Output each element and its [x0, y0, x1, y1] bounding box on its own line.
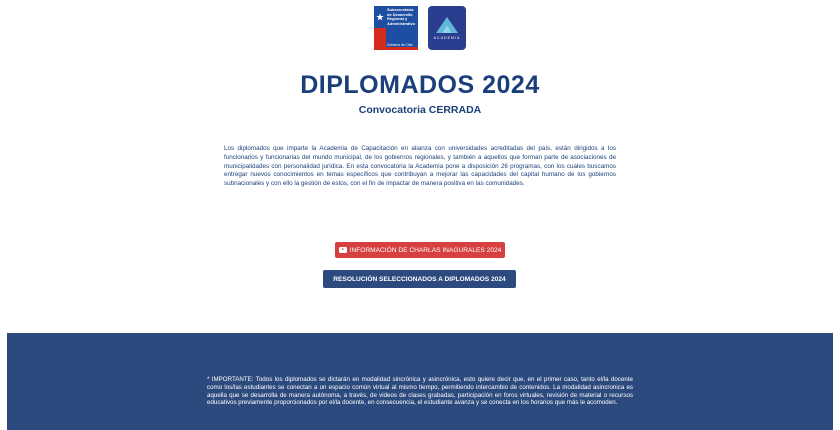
subdere-logo-text — [386, 6, 418, 50]
youtube-icon — [339, 247, 347, 253]
footer-section — [7, 333, 833, 430]
important-note: * IMPORTANTE: Todos los diplomados se dictarán en modalidad sincrónica y asincrónica, esto quiere decir que, en el primer caso, tanto el/la docente como los/las estudiantes se conectan a un espacio común virtual al mismo tiempo, permitiendo intercambio de contenidos. La modalidad asincronica es aquella que se desarrolla de manera autónoma, a través, de videos de clases grabadas, participación en foros virtuales, revisión de material o recursos educativos previamente proporcionados por el/la docente, en consecuencia, el estudiante avanza y se conecta en los horarios que más le acomoden. — [207, 376, 633, 407]
intro-paragraph: Los diplomados que imparte la Academia de Capacitación en alianza con universidades acreditadas del país, están dirigidos a los funcionarios y funcionarias del mundo municipal, de los gobiernos regionales, y también a aquellos que forman parte de asociaciones de municipalidades con personalidad jurídica. En esta convocatoria la Academia pone a disposición 26 programas, con los cuales buscamos entregar nuevos conocimientos en temas específicos que contribuyan a mejorar las capacidades del capital humano de los gobiernos subnacionales y con ello la gestión de estos, con el fin de impactar de manera positiva en las comunidades. — [224, 145, 616, 188]
logo-line: Administrativo — [387, 20, 416, 26]
academia-mountain-icon — [435, 16, 459, 34]
flag-red-stripe — [374, 28, 386, 50]
logo-footer: Gobierno de Chile — [387, 43, 413, 48]
logo-line: Regional y — [387, 16, 408, 22]
star-icon — [374, 6, 386, 28]
academia-logo[interactable] — [428, 6, 466, 50]
page-title: DIPLOMADOS 2024 — [300, 71, 540, 99]
subdere-logo[interactable] — [374, 6, 418, 50]
logo-line: de Desarrollo — [387, 11, 413, 17]
academia-label: ACADEMIA — [433, 36, 461, 40]
logo-bar — [0, 6, 840, 50]
charlas-button-label: INFORMACIÓN DE CHARLAS INAGURALES 2024 — [349, 246, 502, 254]
logo-red-bar — [386, 47, 418, 50]
flag-strip — [374, 6, 386, 50]
resolucion-seleccionados-button[interactable] — [323, 270, 516, 288]
charlas-inaugurales-button[interactable] — [335, 242, 505, 258]
resolucion-button-label: RESOLUCIÓN SELECCIONADOS A DIPLOMADOS 2024 — [333, 275, 506, 283]
page-subtitle: Convocatoria CERRADA — [358, 104, 482, 116]
logo-line: Subsecretaría — [387, 7, 414, 12]
